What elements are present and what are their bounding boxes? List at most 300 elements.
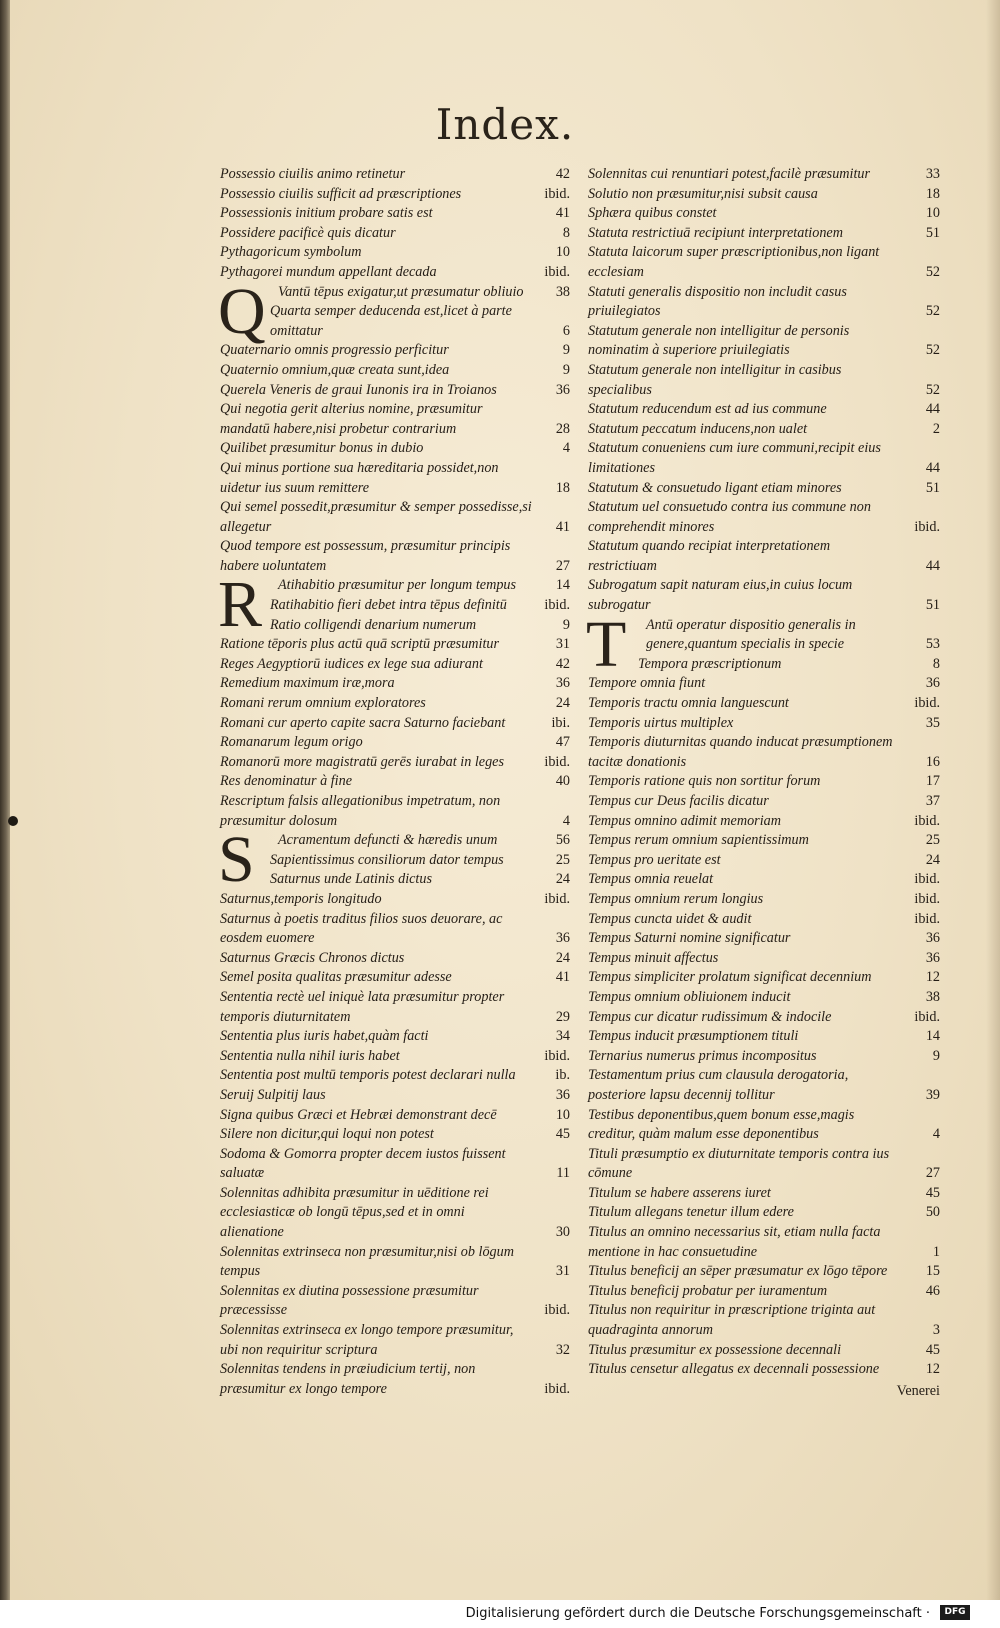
index-entry-page: 12 bbox=[925, 969, 940, 986]
index-entry-text: Remedium maximum iræ,mora bbox=[220, 675, 395, 692]
index-entry bbox=[220, 890, 570, 910]
index-entry-page: 38 bbox=[555, 283, 570, 300]
index-entry bbox=[220, 1027, 570, 1047]
index-entry bbox=[588, 1341, 940, 1361]
index-entry bbox=[220, 772, 570, 792]
index-entry bbox=[220, 1086, 570, 1106]
index-entry-page: 10 bbox=[555, 1106, 570, 1123]
index-entry bbox=[220, 439, 570, 459]
index-entry bbox=[220, 1360, 570, 1399]
index-entry bbox=[588, 831, 940, 851]
index-entry bbox=[588, 576, 940, 615]
index-entry-page: ibid. bbox=[914, 812, 940, 829]
index-entry-text: Saturnus unde Latinis dictus bbox=[270, 871, 432, 888]
index-entry-page: 56 bbox=[555, 832, 570, 849]
index-entry-page: ibid. bbox=[914, 890, 940, 907]
index-entry bbox=[220, 185, 570, 205]
index-entry bbox=[588, 361, 940, 400]
index-entry-page: ibid. bbox=[544, 890, 570, 907]
index-entry bbox=[220, 1243, 570, 1282]
index-entry-text: Possessio ciuilis sufficit ad præscriptiones bbox=[220, 185, 462, 202]
index-entry-text: Subrogatum sapit naturam eius,in cuius locum subrogatur bbox=[588, 577, 853, 614]
index-entry-page: ibid. bbox=[914, 871, 940, 888]
catchword: Venerei bbox=[896, 1382, 940, 1399]
index-entry-page: 18 bbox=[555, 479, 570, 496]
index-entry bbox=[588, 185, 940, 205]
index-entry-page: 52 bbox=[925, 381, 940, 398]
index-entry-text: Antū operatur dispositio generalis in genere,quantum specialis in specie bbox=[646, 616, 856, 653]
index-entry-text: Romani cur aperto capite sacra Saturno faciebant bbox=[220, 714, 506, 731]
index-entry bbox=[588, 910, 940, 930]
index-entry bbox=[588, 1301, 940, 1340]
index-entry-text: Temporis tractu omnia languescunt bbox=[588, 695, 789, 712]
index-entry bbox=[220, 498, 570, 537]
index-entry bbox=[220, 1047, 570, 1067]
index-entry-text: Titulus an omnino necessarius sit, etiam nulla facta mentione in hac consuetudine bbox=[588, 1224, 881, 1260]
index-entry bbox=[220, 694, 570, 714]
index-entry-text: Ratio colligendi denarium numerum bbox=[270, 616, 477, 633]
index-entry bbox=[220, 988, 570, 1027]
index-entry bbox=[220, 1125, 570, 1145]
index-entry-page: 24 bbox=[555, 949, 570, 966]
index-entry-text: Tempus omnium obliuionem inducit bbox=[588, 988, 791, 1005]
index-entry bbox=[220, 302, 570, 341]
index-entry bbox=[220, 616, 570, 636]
index-entry bbox=[220, 1184, 570, 1243]
index-entry-text: Pythagorei mundum appellant decada bbox=[220, 263, 437, 280]
index-entry-page: 44 bbox=[925, 401, 940, 418]
index-entry-page: 53 bbox=[925, 636, 940, 653]
index-entry-text: Statutum quando recipiat interpretationem restrictiuam bbox=[588, 538, 831, 574]
index-entry bbox=[588, 890, 940, 910]
index-entry bbox=[220, 1066, 570, 1086]
drop-cap-t: T bbox=[586, 607, 627, 681]
index-entry bbox=[220, 635, 570, 655]
index-entry-page: 8 bbox=[562, 224, 570, 241]
index-entry bbox=[588, 1066, 940, 1105]
index-entry-page: 2 bbox=[932, 420, 940, 437]
index-entry-text: Saturnus à poetis traditus filios suos deuorare, ac eosdem euomere bbox=[220, 910, 503, 947]
index-entry bbox=[588, 772, 940, 792]
index-entry-text: Sapientissimus consiliorum dator tempus bbox=[270, 851, 504, 868]
index-entry-text: Testamentum prius cum clausula derogatoria, posteriore lapsu decennij tollitur bbox=[588, 1067, 849, 1103]
index-entry bbox=[588, 929, 940, 949]
index-entry-page: ibid. bbox=[544, 1047, 570, 1064]
index-entry-page: ibid. bbox=[544, 753, 570, 770]
index-entry-text: Tempus cuncta uidet & audit bbox=[588, 910, 752, 927]
index-entry-text: Res denominatur à fine bbox=[220, 773, 353, 790]
index-entry-page: 45 bbox=[925, 1184, 940, 1201]
index-entry bbox=[588, 224, 940, 244]
index-entry-text: Saturnus,temporis longitudo bbox=[220, 890, 382, 907]
index-entry-text: Statutum & consuetudo ligant etiam minores bbox=[588, 479, 842, 496]
index-entry bbox=[220, 674, 570, 694]
index-entry-text: Solennitas tendens in præiudicium tertij, non præsumitur ex longo tempore bbox=[220, 1361, 476, 1397]
index-entry bbox=[220, 714, 570, 734]
index-entry bbox=[588, 439, 940, 478]
index-entry-page: 6 bbox=[562, 322, 570, 339]
index-entry-page: 18 bbox=[925, 185, 940, 202]
index-entry-page: 41 bbox=[555, 969, 570, 986]
section-t bbox=[586, 607, 940, 681]
index-entry-text: Tempus pro ueritate est bbox=[588, 851, 721, 868]
index-entry bbox=[588, 1223, 940, 1262]
index-entry-page: ibi. bbox=[551, 714, 570, 731]
index-entry bbox=[220, 165, 570, 185]
book-spine bbox=[0, 0, 10, 1600]
index-entry-text: Qui negotia gerit alterius nomine, præsumitur mandatū habere,nisi probetur contrarium bbox=[220, 401, 483, 437]
index-entry-text: Solennitas extrinseca ex longo tempore præsumitur, ubi non requiritur scriptura bbox=[220, 1322, 514, 1358]
index-entry bbox=[588, 420, 940, 440]
index-entry bbox=[588, 1008, 940, 1028]
index-entry-page: ibid. bbox=[914, 695, 940, 712]
index-entry-page: 4 bbox=[562, 440, 570, 457]
index-entry-text: Statutum generale non intelligitur in casibus specialibus bbox=[588, 361, 842, 398]
index-entry-text: Possessionis initium probare satis est bbox=[220, 205, 433, 222]
index-entry-text: Acramentum defuncti & hæredis unum bbox=[278, 832, 498, 849]
index-entry-page: ibid. bbox=[914, 910, 940, 927]
index-entry bbox=[588, 400, 940, 420]
index-entry-text: Ratione tēporis plus actū quā scriptū præsumitur bbox=[220, 636, 500, 653]
index-entry-text: Quilibet præsumitur bonus in dubio bbox=[220, 440, 424, 457]
section-r bbox=[218, 568, 570, 642]
index-entry-text: Tempus cur dicatur rudissimum & indocile bbox=[588, 1008, 832, 1025]
index-entry-text: Tempore omnia fiunt bbox=[588, 675, 706, 692]
index-entry-page: 28 bbox=[555, 420, 570, 437]
index-entry-text: Tempus Saturni nomine significatur bbox=[588, 930, 791, 947]
index-entry bbox=[588, 733, 940, 772]
index-entry-page: ibid. bbox=[914, 1008, 940, 1025]
index-entry-page: 41 bbox=[555, 518, 570, 535]
index-entry bbox=[220, 596, 570, 616]
index-entry-page: 4 bbox=[932, 1126, 940, 1143]
index-entry-text: Tempus omnino adimit memoriam bbox=[588, 812, 781, 829]
index-entry-page: 24 bbox=[555, 695, 570, 712]
index-entry bbox=[588, 322, 940, 361]
index-entry-text: Testibus deponentibus,quem bonum esse,magis creditur, quàm malum esse deponentibus bbox=[588, 1106, 855, 1143]
index-entry-page: 42 bbox=[555, 166, 570, 182]
index-entry-page: 44 bbox=[925, 459, 940, 476]
index-entry bbox=[220, 283, 570, 303]
index-entry-page: 45 bbox=[925, 1341, 940, 1358]
index-entry bbox=[220, 870, 570, 890]
index-entry bbox=[588, 283, 940, 322]
index-entry-text: Solennitas extrinseca non præsumitur,nisi ob lōgum tempus bbox=[220, 1243, 514, 1280]
index-entry bbox=[588, 674, 940, 694]
index-entry-text: Titulus beneficij probatur per iuramentum bbox=[588, 1282, 828, 1299]
index-entry bbox=[220, 655, 570, 675]
index-entry bbox=[588, 1360, 940, 1380]
index-entry bbox=[588, 537, 940, 576]
dfg-logo: DFG bbox=[940, 1605, 970, 1620]
index-entry-text: Tempus omnium rerum longius bbox=[588, 890, 764, 907]
index-entry bbox=[220, 1282, 570, 1321]
index-entry bbox=[220, 753, 570, 773]
index-entry-text: Reges Aegyptiorū iudices ex lege sua adiurant bbox=[220, 655, 483, 672]
page-title: Index. bbox=[435, 100, 575, 149]
index-entry-text: Tempora præscriptionum bbox=[638, 655, 782, 672]
index-entry-text: Possessio ciuilis animo retinetur bbox=[220, 166, 406, 182]
index-entry-text: Romanorū more magistratū gerēs iurabat in leges bbox=[220, 753, 504, 770]
index-entry-text: Querela Veneris de graui Iunonis ira in Troianos bbox=[220, 381, 497, 398]
index-entry-page: 36 bbox=[925, 949, 940, 966]
index-entry-text: Tempus minuit affectus bbox=[588, 949, 719, 966]
index-entry-page: 46 bbox=[925, 1282, 940, 1299]
index-page bbox=[10, 0, 1000, 1600]
index-entry-text: Romanarum legum origo bbox=[220, 734, 363, 751]
index-entry-page: 15 bbox=[925, 1263, 940, 1280]
index-column-left bbox=[220, 165, 570, 1399]
index-entry-text: Statuta restrictiuā recipiunt interpretationem bbox=[588, 224, 843, 241]
index-entry-page: 8 bbox=[932, 655, 940, 672]
index-entry-page: 17 bbox=[925, 773, 940, 790]
index-entry bbox=[588, 204, 940, 224]
index-entry-page: 50 bbox=[925, 1204, 940, 1221]
index-entry-page: 36 bbox=[555, 930, 570, 947]
index-entry bbox=[588, 968, 940, 988]
index-entry bbox=[220, 576, 570, 596]
index-entry-text: Statutum conueniens cum iure communi,recipit eius limitationes bbox=[588, 440, 881, 476]
index-entry-text: Signa quibus Græci et Hebræi demonstrant decē bbox=[220, 1106, 497, 1123]
index-entry-page: 37 bbox=[925, 793, 940, 809]
index-entry bbox=[220, 459, 570, 498]
index-entry-text: Romani rerum omnium exploratores bbox=[220, 695, 426, 712]
section-q bbox=[218, 274, 570, 348]
index-entry bbox=[588, 949, 940, 969]
index-entry-text: Qui minus portione sua hæreditaria possidet,non uidetur ius suum remittere bbox=[220, 459, 499, 496]
index-entry-text: Sphæra quibus constet bbox=[588, 205, 717, 222]
index-entry-text: Temporis ratione quis non sortitur forum bbox=[588, 773, 821, 790]
index-entry bbox=[220, 204, 570, 224]
index-entry-text: Sententia plus iuris habet,quàm facti bbox=[220, 1028, 429, 1045]
index-entry bbox=[588, 655, 940, 675]
index-entry-text: Seruij Sulpitij laus bbox=[220, 1086, 326, 1103]
index-entry-text: Solennitas ex diutina possessione præsumitur præcessisse bbox=[220, 1282, 479, 1319]
index-entry bbox=[588, 1047, 940, 1067]
index-entry bbox=[588, 1282, 940, 1302]
index-entry-page: 52 bbox=[925, 263, 940, 280]
index-entry-page: 27 bbox=[555, 557, 570, 574]
index-entry-page: 31 bbox=[555, 636, 570, 653]
index-entry-text: Tempus omnia reuelat bbox=[588, 871, 714, 888]
index-entry-page: ib. bbox=[555, 1067, 570, 1084]
index-entry-text: Titulum allegans tenetur illum edere bbox=[588, 1204, 794, 1221]
index-entry-page: 30 bbox=[555, 1224, 570, 1241]
index-entry-text: Statutum reducendum est ad ius commune bbox=[588, 401, 827, 418]
index-entry-text: Rescriptum falsis allegationibus impetratum, non præsumitur dolosum bbox=[220, 793, 501, 829]
index-entry bbox=[588, 792, 940, 812]
index-entry-page: 24 bbox=[555, 871, 570, 888]
index-entry-text: Sententia rectè uel iniquè lata præsumitur propter temporis diuturnitatem bbox=[220, 988, 505, 1025]
index-entry-text: Temporis uirtus multiplex bbox=[588, 714, 734, 731]
index-entry-page: 40 bbox=[555, 773, 570, 790]
index-entry bbox=[588, 1184, 940, 1204]
drop-cap-s: S bbox=[218, 823, 255, 897]
index-entry-text: Solutio non præsumitur,nisi subsit causa bbox=[588, 185, 818, 202]
index-entry-page: 24 bbox=[925, 851, 940, 868]
index-entry-page: ibid. bbox=[914, 518, 940, 535]
index-entry-text: Titulus non requiritur in præscriptione triginta aut quadraginta annorum bbox=[588, 1302, 876, 1339]
page-edge-shadow bbox=[986, 0, 1000, 1600]
index-entry-page: 47 bbox=[555, 734, 570, 751]
index-entry bbox=[588, 1145, 940, 1184]
index-entry-text: Saturnus Græcis Chronos dictus bbox=[220, 949, 405, 966]
index-entry-page: 25 bbox=[925, 832, 940, 849]
index-entry bbox=[588, 1106, 940, 1145]
index-entry-text: Statuti generalis dispositio non includit casus priuilegiatos bbox=[588, 283, 847, 320]
index-entry bbox=[220, 851, 570, 871]
index-entry-text: Sententia nulla nihil iuris habet bbox=[220, 1047, 400, 1064]
index-entry bbox=[220, 341, 570, 361]
index-entry bbox=[220, 792, 570, 831]
index-entry-text: Quaternio omnium,quæ creata sunt,idea bbox=[220, 361, 450, 378]
index-entry-page: 51 bbox=[925, 597, 940, 614]
index-entry-page: ibid. bbox=[544, 1380, 570, 1397]
index-entry-page: 14 bbox=[925, 1028, 940, 1045]
index-entry bbox=[220, 1106, 570, 1126]
index-entry-page: 10 bbox=[925, 205, 940, 222]
index-entry-page: 36 bbox=[555, 381, 570, 398]
index-entry-page: 1 bbox=[932, 1243, 940, 1260]
index-entry bbox=[588, 616, 940, 655]
index-entry-page: 3 bbox=[932, 1322, 940, 1339]
index-entry-page: ibid. bbox=[544, 1302, 570, 1319]
index-entry bbox=[220, 1321, 570, 1360]
index-entry bbox=[220, 224, 570, 244]
index-entry-text: Silere non dicitur,qui loqui non potest bbox=[220, 1126, 434, 1143]
index-entry bbox=[588, 694, 940, 714]
index-entry-text: Statuta laicorum super præscriptionibus,non ligant ecclesiam bbox=[588, 244, 880, 280]
index-entry bbox=[220, 910, 570, 949]
footer-credit: Digitalisierung gefördert durch die Deutsche Forschungsgemeinschaft · bbox=[465, 1606, 930, 1621]
index-entry-page: ibid. bbox=[544, 263, 570, 280]
index-entry-page: 51 bbox=[925, 479, 940, 496]
index-entry bbox=[588, 165, 940, 185]
index-entry-text: Statutum generale non intelligitur de personis nominatim à superiore priuilegiatis bbox=[588, 322, 850, 359]
index-entry bbox=[220, 968, 570, 988]
index-entry-page: 36 bbox=[555, 1086, 570, 1103]
index-entry bbox=[220, 831, 570, 851]
index-entry-page: 42 bbox=[555, 655, 570, 672]
index-entry-text: Tempus rerum omnium sapientissimum bbox=[588, 832, 809, 849]
index-entry-text: Titulus censetur allegatus ex decennali possessione bbox=[588, 1361, 880, 1378]
index-entry-text: Tempus inducit præsumptionem tituli bbox=[588, 1028, 799, 1045]
footer-bar bbox=[0, 1600, 1000, 1628]
index-entry-page: 29 bbox=[555, 1008, 570, 1025]
index-entry-text: Sententia post multū temporis potest declarari nulla bbox=[220, 1067, 516, 1084]
index-entry-text: Tempus simpliciter prolatum significat decennium bbox=[588, 969, 872, 986]
index-entry-page: 9 bbox=[932, 1047, 940, 1064]
index-entry-page: 4 bbox=[562, 812, 570, 829]
index-entry bbox=[588, 479, 940, 499]
index-entry-page: 12 bbox=[925, 1361, 940, 1378]
index-entry bbox=[588, 714, 940, 734]
index-entry bbox=[220, 949, 570, 969]
ink-speck bbox=[8, 816, 18, 826]
index-entry-text: Titulus beneficij an sēper præsumatur ex lōgo tēpore bbox=[588, 1263, 888, 1280]
index-entry-text: Possidere pacificè quis dicatur bbox=[220, 224, 396, 241]
index-entry-text: Qui semel possedit,præsumitur & semper possedisse,si allegetur bbox=[220, 499, 532, 535]
index-entry-page: 11 bbox=[556, 1165, 570, 1182]
index-entry bbox=[220, 243, 570, 263]
index-entry bbox=[220, 537, 570, 576]
index-entry-page: 32 bbox=[555, 1341, 570, 1358]
drop-cap-q: Q bbox=[218, 274, 266, 348]
index-column-right bbox=[588, 165, 940, 1401]
index-entry-page: 34 bbox=[555, 1028, 570, 1045]
index-entry-page: 27 bbox=[925, 1165, 940, 1182]
index-entry-text: Statutum peccatum inducens,non ualet bbox=[588, 420, 808, 437]
index-entry-page: 31 bbox=[555, 1263, 570, 1280]
index-entry-page: 52 bbox=[925, 342, 940, 359]
index-entry bbox=[588, 870, 940, 890]
index-entry-page: 9 bbox=[562, 361, 570, 378]
index-entry bbox=[588, 1203, 940, 1223]
index-entry bbox=[588, 1262, 940, 1282]
index-entry-page: 35 bbox=[925, 714, 940, 731]
index-entry bbox=[588, 1027, 940, 1047]
index-entry-text: Atihabitio præsumitur per longum tempus bbox=[278, 577, 517, 594]
index-entry bbox=[220, 733, 570, 753]
section-s bbox=[218, 823, 570, 897]
index-entry-page: 44 bbox=[925, 557, 940, 574]
index-entry-page: ibid. bbox=[544, 185, 570, 202]
index-entry bbox=[220, 381, 570, 401]
index-entry-text: Tempus cur Deus facilis dicatur bbox=[588, 793, 769, 809]
index-entry bbox=[220, 400, 570, 439]
index-entry bbox=[588, 243, 940, 282]
index-entry-text: Vantū tēpus exigatur,ut præsumatur obliuio bbox=[278, 283, 524, 300]
index-entry-text: Solennitas adhibita præsumitur in uēditione rei ecclesiasticæ ob longū tēpus,sed et in omni alienatione bbox=[220, 1184, 489, 1241]
index-entry-text: Solennitas cui renuntiari potest,facilè præsumitur bbox=[588, 166, 871, 182]
index-entry-text: Titulum se habere asserens iuret bbox=[588, 1184, 771, 1201]
index-entry-page: 45 bbox=[555, 1126, 570, 1143]
index-entry-text: Temporis diuturnitas quando inducat præsumptionem tacitæ donationis bbox=[588, 734, 893, 770]
index-entry bbox=[220, 263, 570, 283]
index-entry-text: Quarta semper deducenda est,licet à parte omittatur bbox=[270, 303, 512, 339]
index-entry-page: 36 bbox=[925, 930, 940, 947]
index-entry-text: Ternarius numerus primus incompositus bbox=[588, 1047, 817, 1064]
index-entry-text: Quaternario omnis progressio perficitur bbox=[220, 342, 449, 359]
index-entry-page: 10 bbox=[555, 244, 570, 261]
index-entry-text: Semel posita qualitas præsumitur adesse bbox=[220, 969, 452, 986]
index-entry-text: Tituli præsumptio ex diuturnitate temporis contra ius cōmune bbox=[588, 1145, 890, 1182]
drop-cap-r: R bbox=[218, 568, 263, 642]
index-entry bbox=[588, 988, 940, 1008]
index-entry-text: Titulus præsumitur ex possessione decennali bbox=[588, 1341, 842, 1358]
index-entry-page: 9 bbox=[562, 342, 570, 359]
index-entry bbox=[220, 361, 570, 381]
index-entry-text: Statutum uel consuetudo contra ius commune non comprehendit minores bbox=[588, 499, 871, 535]
index-entry-page: 25 bbox=[555, 851, 570, 868]
index-entry bbox=[588, 812, 940, 832]
index-entry-page: 51 bbox=[925, 224, 940, 241]
index-entry bbox=[588, 851, 940, 871]
index-entry bbox=[220, 1145, 570, 1184]
index-entry-page: 33 bbox=[925, 166, 940, 182]
index-entry-text: Quod tempore est possessum, præsumitur principis habere uoluntatem bbox=[220, 538, 511, 574]
index-entry-page: 16 bbox=[925, 753, 940, 770]
index-entry bbox=[588, 498, 940, 537]
index-entry-text: Sodoma & Gomorra propter decem iustos fuissent saluatæ bbox=[220, 1145, 506, 1182]
index-entry-page: 52 bbox=[925, 303, 940, 320]
index-entry-page: 38 bbox=[925, 988, 940, 1005]
index-entry-text: Ratihabitio fieri debet intra tēpus definitū bbox=[270, 597, 507, 614]
index-entry-page: 39 bbox=[925, 1086, 940, 1103]
index-entry-page: ibid. bbox=[544, 597, 570, 614]
index-entry-page: 9 bbox=[562, 616, 570, 633]
index-entry-page: 36 bbox=[925, 675, 940, 692]
